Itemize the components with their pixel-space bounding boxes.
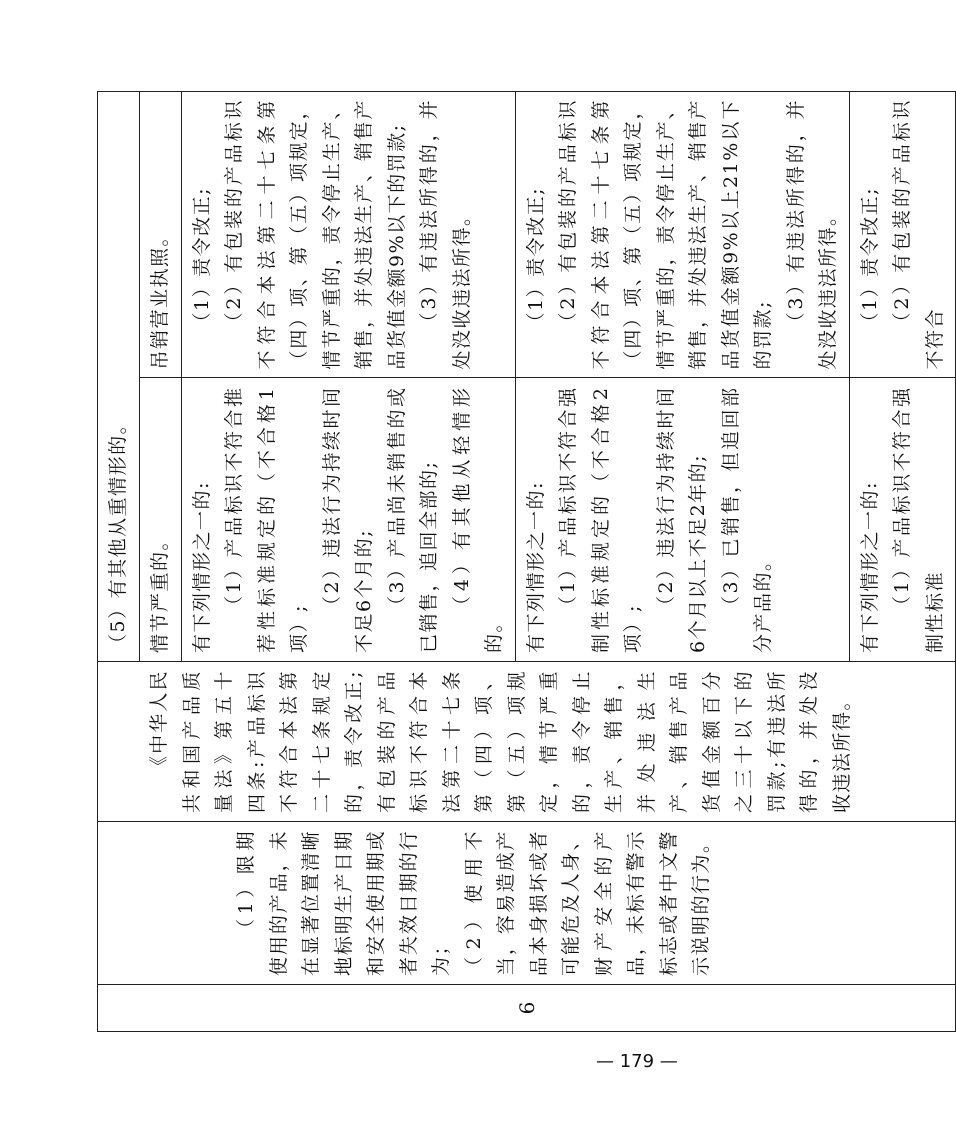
sub-row-top-fragment	[98, 91, 139, 661]
condition-text: （1）产品标识不符合强制性标准规定的（不合格2项）;	[557, 386, 644, 653]
penalty-text: 吊销营业执照。	[148, 225, 171, 370]
sub-row-next	[849, 91, 955, 661]
penalty-text: （3）有违法所得的，并处没收违法所得。	[784, 99, 839, 370]
condition-text: （1）产品标识不符合推荐性标准规定的（不合格1项）;	[223, 386, 310, 653]
discretion-subtable	[98, 91, 955, 661]
penalty-text: （1）责令改正;	[190, 187, 213, 332]
condition-text: （3）产品尚未销售的或已销售，追回全部的;	[385, 386, 440, 653]
condition-text: （1）产品标识不符合强制性标准	[891, 386, 946, 653]
table-row	[98, 92, 956, 1032]
sub-row-severe	[139, 91, 181, 661]
penalty-text: （2）有包装的产品标识不符合本法第二十七条第（四）项、第（五）项规定，情节严重的，责令停止生产、销售，并处违法生产、销售产品货值金额9%以下的罚款;	[223, 99, 408, 370]
penalty-text: （2）有包装的产品标识不符合本法第二十七条第（四）项、第（五）项规定，情节严重的，责令停止生产、销售，并处违法生产、销售产品货值金额9%以上21%以下的罚款;	[557, 99, 774, 370]
condition-text: 情节严重的。	[148, 529, 171, 653]
condition-text: （4）有其他从轻情形的。	[450, 386, 505, 653]
seq-cell	[98, 985, 956, 1032]
penalty-standard-table	[97, 91, 956, 1032]
penalty-text: （2）有包装的产品标识不符合	[891, 99, 946, 370]
condition-text: （5）有其他从重情形的。	[107, 413, 129, 653]
condition-text: （2）违法行为持续时间6个月以上不足2年的;	[654, 386, 709, 653]
sub-row-minor	[181, 91, 515, 661]
condition-text: 有下列情形之一的:	[524, 481, 547, 653]
rotated-table-wrapper	[97, 92, 946, 1032]
legal-basis-text: 《中华人民共和国产品质量法》第五十四条:产品标识不符合本法第二十七条规定的，责令改正;有包装的产品标识不符合本法第二十七条第（四）项、第（五）项规定，情节严重的，责令停止生产、销售，并处违法生产、销售产品货值金额百分之三十以下的罚款;有违法所得的，并处没收违法所得。	[148, 670, 853, 813]
penalty-text: （1）责令改正;	[858, 187, 881, 332]
condition-text: （3）已销售，但追回部分产品的。	[719, 386, 774, 653]
page-number: — 179 —	[596, 1051, 678, 1072]
behavior-item: （2）使用不当，容易造成产品本身损坏或者可能危及人身、财产安全的产品，未标有警示标志或者中文警示说明的行为。	[462, 830, 712, 976]
behavior-cell	[98, 822, 956, 985]
sub-row-general	[515, 91, 849, 661]
discretion-cell	[98, 92, 956, 662]
condition-text: 有下列情形之一的:	[190, 481, 213, 653]
legal-basis-cell	[98, 662, 956, 822]
penalty-text: （3）有违法所得的，并处没收违法所得。	[418, 99, 473, 370]
condition-text: （2）违法行为持续时间不足6个月的;	[320, 386, 375, 653]
penalty-text: （1）责令改正;	[524, 187, 547, 332]
condition-text: 有下列情形之一的:	[858, 481, 881, 653]
seq-number: 6	[514, 1001, 539, 1015]
behavior-item: （1）限期使用的产品，未在显著位置清晰地标明生产日期和安全使用期或者失效日期的行为；	[235, 830, 452, 976]
